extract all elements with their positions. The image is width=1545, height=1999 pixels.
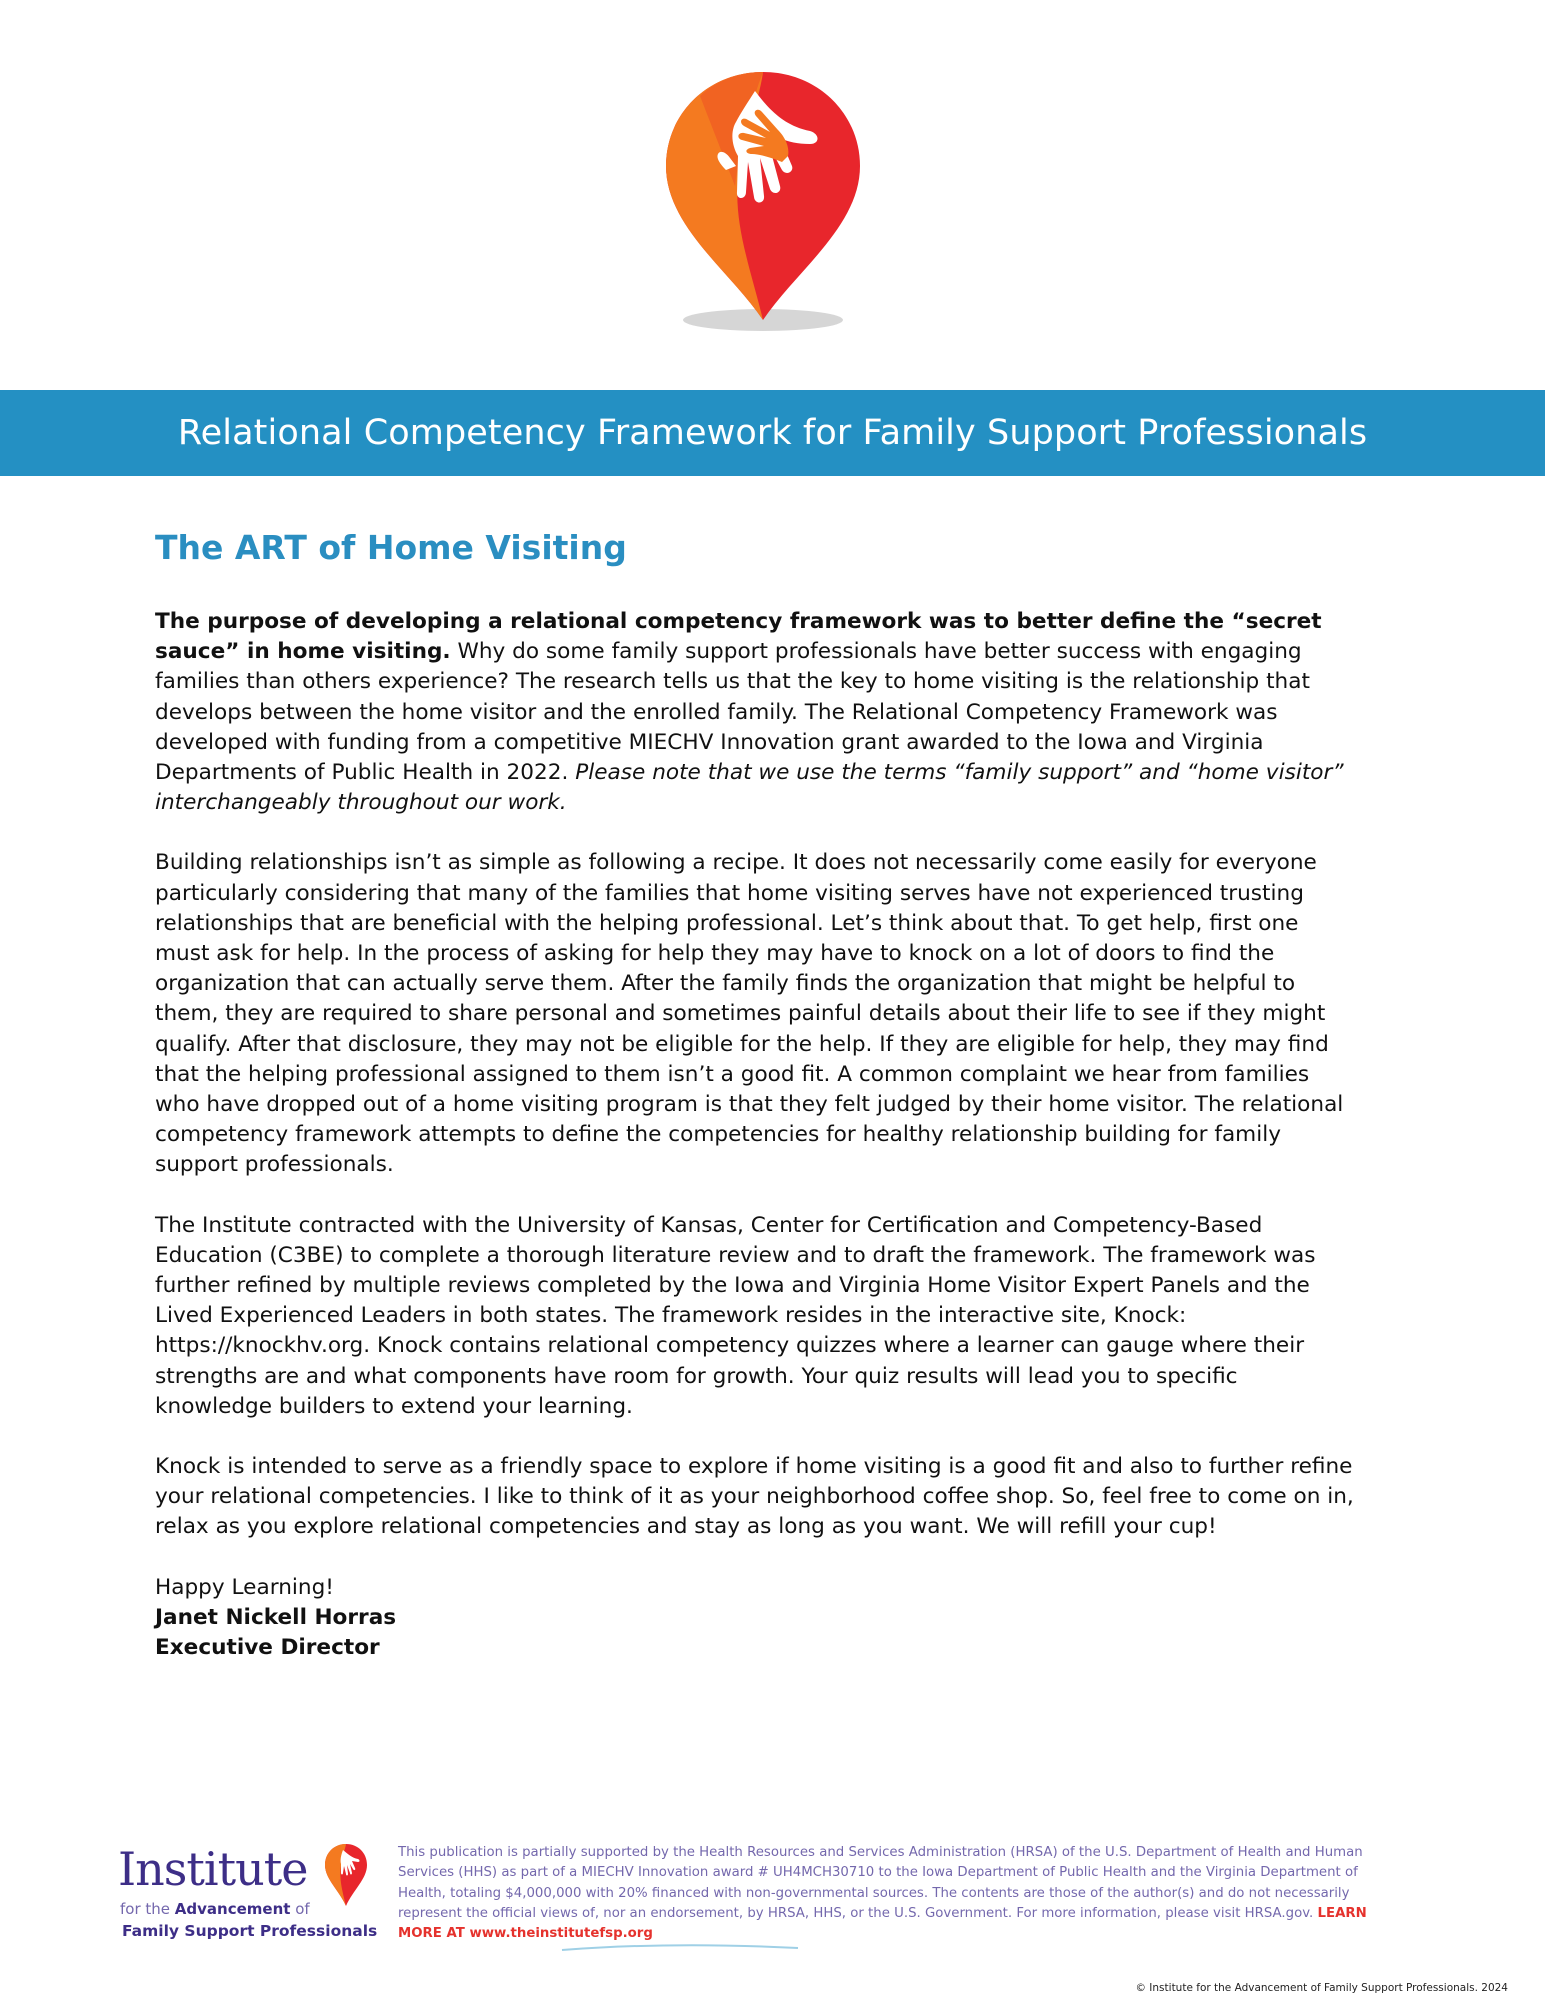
logo-sub-pre: for the xyxy=(120,1900,175,1918)
logo-subtitle-line1 xyxy=(120,1900,310,1918)
institute-logo xyxy=(118,1842,383,1942)
funding-disclaimer xyxy=(398,1843,1398,1944)
terms-note: Please note that we use the terms “family support” and “home visitor” interchangeably throughout our work. xyxy=(155,760,1344,816)
signer-title: Executive Director xyxy=(155,1635,380,1661)
logo-subtitle-line2: Family Support Professionals xyxy=(122,1922,378,1940)
learn-more-link[interactable]: LEARN MORE AT www.theinstitutefsp.org xyxy=(398,1905,1367,1942)
logo-sub-post: of xyxy=(290,1900,310,1918)
logo-sub-strong: Advancement xyxy=(174,1900,291,1918)
disclaimer-text: This publication is partially supported by the Health Resources and Services Administration (HRSA) of the U.S. Department of Health and Human Services (HHS) as part of a MIECHV Innovation award # UH4MCH30710 to the Iowa Department of Public Health and the Virginia Department of Health, totaling $4,000,000 with 20% financed with non-governmental sources. The contents are those of the author(s) and do not necessarily represent the official views of, nor an endorsement, by HRSA, HHS, or the U.S. Government. For more information, please visit HRSA.gov. xyxy=(398,1845,1363,1921)
paragraph-knock: Knock is intended to serve as a friendly space to explore if home visiting is a good fit and also to further refine your relational competencies. I like to think of it as your neighborhood coffee shop. So, feel free to come on in, relax as you explore relational competencies and stay as long as you want. We will refill your cup! xyxy=(155,1454,1354,1540)
institute-pin-icon xyxy=(323,1842,369,1908)
main-content xyxy=(155,528,1355,1663)
document-title: Relational Competency Framework for Family Support Professionals xyxy=(177,413,1368,453)
purpose-body-text: Why do some family support professionals have better success with engaging families than others experience? The research tells us that the key to home visiting is the relationship that develops between the home visitor and the enrolled family. The Relational Competency Framework was developed with funding from a competitive MIECHV Innovation grant awarded to the Iowa and Virginia Departments of Public Health in 2022. xyxy=(155,639,1310,786)
logo-word: Institute xyxy=(118,1842,308,1896)
underline-swoosh xyxy=(560,1942,800,1952)
closing-text: Happy Learning! xyxy=(155,1574,334,1600)
signoff xyxy=(155,1573,1355,1664)
section-heading: The ART of Home Visiting xyxy=(155,528,627,567)
signer-name: Janet Nickell Horras xyxy=(155,1604,397,1630)
paragraph-institute: The Institute contracted with the University of Kansas, Center for Certification and Competency-Based Education (C3BE) to complete a thorough literature review and to draft the framework. The framework was further refined by multiple reviews completed by the Iowa and Virginia Home Visitor Expert Panels and the Lived Experienced Leaders in both states. The framework resides in the interactive site, Knock: https://knockhv.org. Knock contains relational competency quizzes where a learner can gauge where their strengths are and what components have room for growth. Your quiz results will lead you to specific knowledge builders to extend your learning. xyxy=(155,1212,1316,1419)
paragraph-relationships: Building relationships isn’t as simple as following a recipe. It does not necessarily come easily for everyone particularly considering that many of the families that home visiting serves have not experienced trusting relationships that are beneficial with the helping professional. Let’s think about that. To get help, first one must ask for help. In the process of asking for help they may have to knock on a lot of doors to find the organization that can actually serve them. After the family finds the organization that might be helpful to them, they are required to share personal and sometimes painful details about their life to see if they might qualify. After that disclosure, they may not be eligible for the help. If they are eligible for help, they may find that the helping professional assigned to them isn’t a good fit. A common complaint we hear from families who have dropped out of a home visiting program is that they felt judged by their home visitor. The relational competency framework attempts to define the competencies for healthy relationship building for family support professionals. xyxy=(155,850,1344,1178)
pin-with-hands-icon xyxy=(660,66,866,334)
title-banner xyxy=(0,390,1545,476)
copyright-notice: © Institute for the Advancement of Family Support Professionals. 2024 xyxy=(1135,1982,1508,1994)
paragraph-purpose xyxy=(155,607,1355,818)
purpose-lead-text: The purpose of developing a relational competency framework was to better define the “secret sauce” in home visiting. xyxy=(155,609,1322,665)
